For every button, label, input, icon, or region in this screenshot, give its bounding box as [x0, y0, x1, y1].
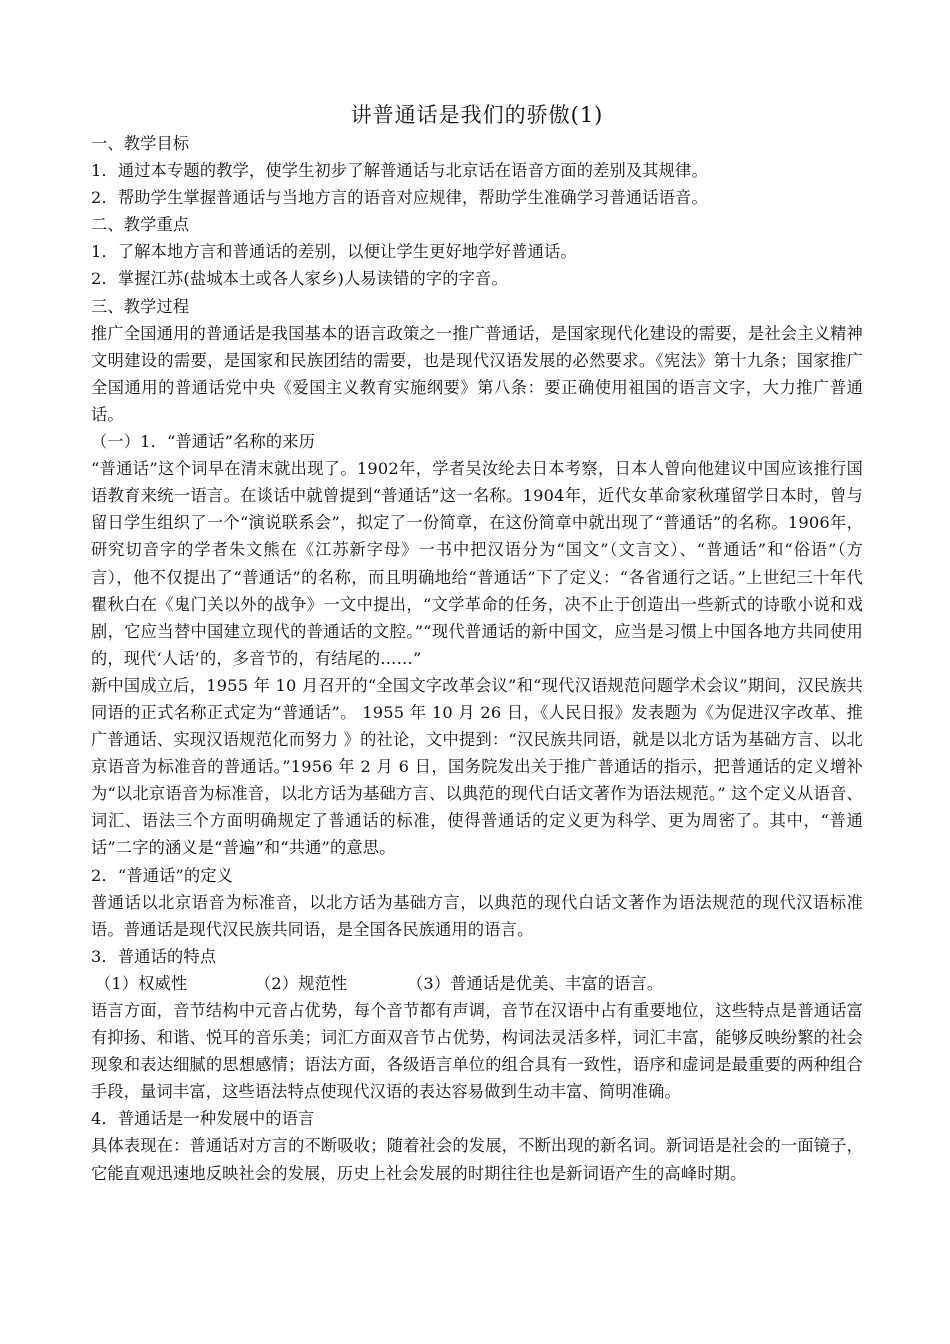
subsection-4-heading: 4．普通话是一种发展中的语言	[91, 1109, 315, 1129]
subsection-3-heading: 3．普通话的特点	[91, 946, 217, 966]
feature-item-beautiful: （3）普通话是优美、丰富的语言。	[407, 973, 664, 993]
subsection-1-paragraph-1: “普通话”这个词早在清末就出现了。1902年，学者吴汝纶去日本考察，日本人曾向他建议中国应该推行国语教育来统一语言。在谈话中就曾提到“普通话”这一名称。1904年，近代女革命家秋瑾留学日本时，曾与留日学生组织了一个“演说联系会”，拟定了一份简章，在这份简章中就出现了“普通话”的名称。1906年，研究切音字的学者朱文熊在《江苏新字母》一书中把汉语分为“国文”（文言文）、“普通话”和“俗语”（方言），他不仅提出了“普通话”的名称，而且明确地给“普通话”下了定义：“各省通行之话。”上世纪三十年代瞿秋白在《鬼门关以外的战争》一文中提出，“文学革命的任务，决不止于创造出一些新式的诗歌小说和戏剧，它应当替中国建立现代的普通话的文腔。”“现代普通话的新中国文，应当是习惯上中国各地方共同使用的，现代‘人话’的，多音节的，有结尾的……”	[91, 459, 863, 668]
subsection-4-paragraph: 具体表现在：普通话对方言的不断吸收；随着社会的发展，不断出现的新名词。新词语是社会的一面镜子，它能直观迅速地反映社会的发展，历史上社会发展的时期往往也是新词语产生的高峰时期。	[91, 1136, 863, 1183]
process-intro-paragraph: 推广全国通用的普通话是我国基本的语言政策之一推广普通话，是国家现代化建设的需要，是社会主义精神文明建设的需要，是国家和民族团结的需要，也是现代汉语发展的必然要求。《宪法》第十九条；国家推广全国通用的普通话党中央《爱国主义教育实施纲要》第八条：要正确使用祖国的语言文字，大力推广普通话。	[91, 323, 863, 424]
goal-item-2: 2．帮助学生掌握普通话与当地方言的语音对应规律，帮助学生准确学习普通话语音。	[91, 188, 708, 208]
focus-item-2: 2．掌握江苏(盐城本土或各人家乡)人易读错的字的字音。	[91, 269, 508, 289]
goal-item-1: 1．通过本专题的教学，使学生初步了解普通话与北京话在语音方面的差别及其规律。	[91, 161, 708, 181]
subsection-1-paragraph-2: 新中国成立后，1955 年 10 月召开的“全国文字改革会议”和“现代汉语规范问题学术会议”期间，汉民族共同语的正式名称正式定为“普通话”。 1955 年 10 月 26 日，《人民日报》发表题为《为促进汉字改革、推广普通话、实现汉语规范化而努力 》的社论，文中提到：“汉民族共同语，就是以北方话为基础方言、以北京语音为标准音的普通话。”1956 年 2 月 6 日，国务院发出关于推广普通话的指示，把普通话的定义增补为“以北京语音为标准音，以北方话为基础方言、以典范的现代白话文著作为语法规范。” 这个定义从语音、词汇、语法三个方面明确规定了普通话的标准，使得普通话的定义更为科学、更为周密了。其中，“普通话”二字的涵义是“普遍”和“共通”的意思。	[91, 675, 863, 858]
subsection-1-heading: （一）1．“普通话”名称的来历	[91, 432, 316, 452]
document-page	[91, 100, 863, 1187]
process-heading: 三、教学过程	[91, 296, 190, 316]
subsection-2-paragraph: 普通话以北京语音为标准音，以北方话为基础方言，以典范的现代白话文著作为语法规范的现代汉语标准语。普通话是现代汉民族共同语，是全国各民族通用的语言。	[91, 892, 863, 939]
document-title: 讲普通话是我们的骄傲(1)	[350, 103, 604, 127]
focus-heading: 二、教学重点	[91, 215, 190, 235]
subsection-3-paragraph: 语言方面，音节结构中元音占优势，每个音节都有声调，音节在汉语中占有重要地位，这些特点是普通话富有抑扬、和谐、悦耳的音乐美；词汇方面双音节占优势，构词法灵活多样，词汇丰富，能够反映纷繁的社会现象和表达细腻的思想感情；语法方面，各级语言单位的组合具有一致性，语序和虚词是最重要的两种组合手段，量词丰富，这些语法特点使现代汉语的表达容易做到生动丰富、简明准确。	[91, 1001, 863, 1102]
features-list	[91, 970, 863, 997]
goal-heading: 一、教学目标	[91, 134, 190, 153]
feature-item-authority: （1）权威性	[95, 973, 188, 993]
feature-item-normative: （2）规范性	[255, 973, 348, 993]
focus-item-1: 1．了解本地方言和普通话的差别，以便让学生更好地学好普通话。	[91, 242, 577, 262]
subsection-2-heading: 2．“普通话”的定义	[91, 865, 234, 885]
